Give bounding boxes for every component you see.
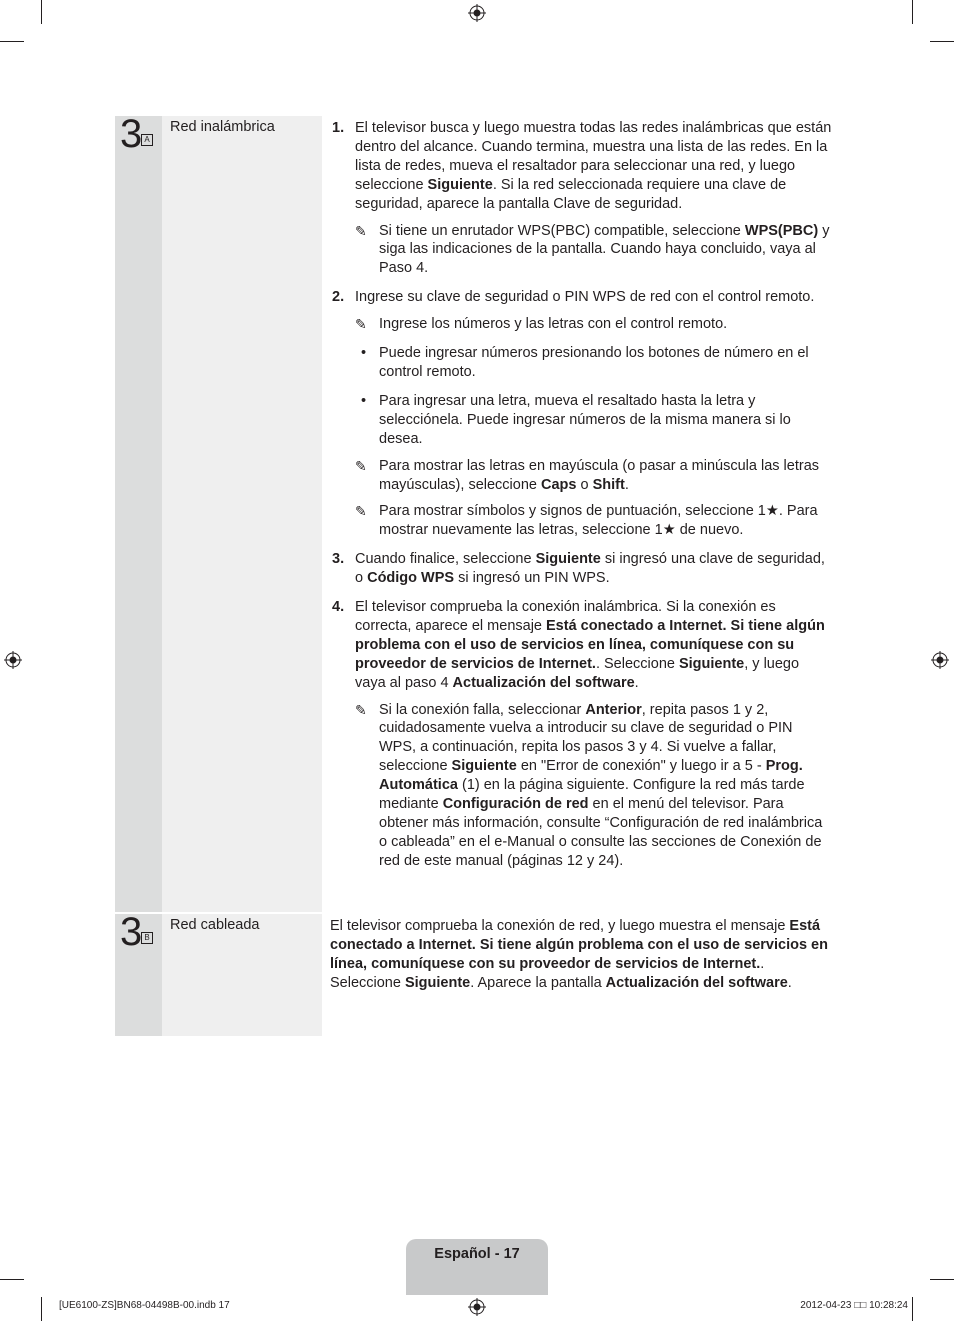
item-text: El televisor busca y luego muestra todas las redes inalámbricas que están dentro del alcance. Cuando termina, muestra una lista de las redes. En la lista de redes, mueva el resaltador para seleccionar una red, y luego seleccione bbox=[355, 120, 832, 193]
item-number: 3. bbox=[332, 551, 345, 568]
registration-mark-icon bbox=[468, 1298, 486, 1316]
desc-text: . Aparece la pantalla bbox=[470, 974, 606, 991]
crop-mark bbox=[0, 1279, 24, 1280]
note-bold: WPS(PBC) bbox=[744, 222, 819, 239]
bullet-item bbox=[330, 392, 833, 449]
crop-mark bbox=[930, 1279, 954, 1280]
pencil-note-icon: ✎ bbox=[355, 316, 367, 333]
pencil-note-icon: ✎ bbox=[355, 503, 367, 520]
note-text: o bbox=[576, 476, 593, 493]
item-bold: Siguiente bbox=[678, 655, 745, 672]
list-item bbox=[330, 288, 833, 334]
step-number-cell bbox=[115, 910, 162, 1036]
desc-bold: Está conectado a Internet. Si tiene algún problema con el uso de servicios en línea, comuníquese con su proveedor de servicios de Internet. bbox=[330, 918, 828, 972]
item-bold: Actualización del software bbox=[452, 674, 635, 691]
note bbox=[355, 457, 833, 495]
steps-table bbox=[115, 112, 833, 1036]
note bbox=[355, 222, 833, 279]
item-text: Ingrese su clave de seguridad o PIN WPS de red con el control remoto. bbox=[355, 289, 815, 306]
star-icon: ★ bbox=[765, 503, 779, 520]
desc-bold: Actualización del software bbox=[605, 974, 788, 991]
item-number: 4. bbox=[332, 599, 345, 616]
step-number: 3 bbox=[120, 910, 142, 954]
list-item bbox=[330, 457, 833, 541]
step-label-text: Red inalámbrica bbox=[170, 119, 275, 135]
file-slug: [UE6100-ZS]BN68-04498B-00.indb 17 bbox=[59, 1300, 230, 1311]
crop-mark bbox=[41, 1297, 42, 1321]
step-description bbox=[322, 914, 833, 1036]
bullet-icon: • bbox=[361, 392, 367, 409]
pencil-note-icon: ✎ bbox=[355, 457, 367, 474]
bullet-icon: • bbox=[361, 345, 367, 362]
crop-mark bbox=[912, 0, 913, 24]
list-item bbox=[330, 550, 833, 588]
item-bold: Siguiente bbox=[427, 176, 493, 193]
crop-mark bbox=[912, 1297, 913, 1321]
step-label-text: Red cableada bbox=[170, 917, 260, 933]
item-text: , y luego vaya al paso 4 bbox=[355, 655, 800, 691]
registration-mark-icon bbox=[468, 4, 486, 22]
crop-mark bbox=[41, 0, 42, 24]
note-bold: Anterior bbox=[585, 701, 642, 718]
star-icon: ★ bbox=[662, 522, 676, 539]
note-text: y siga las indicaciones de la pantalla. Cuando haya concluido, vaya al Paso 4. bbox=[379, 222, 830, 277]
note-text: Para mostrar símbolos y signos de puntuación, seleccione 1 bbox=[379, 503, 766, 520]
desc-text: . bbox=[787, 974, 792, 991]
note-text: (1) en la página siguiente. Configure la red más tarde mediante bbox=[379, 777, 805, 813]
print-timestamp: 2012-04-23 □□ 10:28:24 bbox=[800, 1300, 908, 1311]
item-text: . Si la red seleccionada requiere una clave de seguridad, aparece la pantalla Clave de seguridad. bbox=[355, 176, 787, 212]
registration-mark-icon bbox=[931, 651, 949, 669]
item-text: . bbox=[634, 674, 639, 691]
step-label bbox=[162, 116, 322, 912]
page-number-tab bbox=[406, 1239, 548, 1295]
note-text: Si la conexión falla, seleccionar bbox=[379, 701, 586, 718]
item-text: si ingresó un PIN WPS. bbox=[454, 570, 610, 587]
note-bold: Configuración de red bbox=[442, 796, 589, 813]
note-bold: Siguiente bbox=[451, 758, 517, 775]
step-row-wireless bbox=[115, 112, 833, 912]
step-description bbox=[322, 116, 833, 912]
item-text: El televisor comprueba la conexión inalámbrica. Si la conexión es correcta, aparece el mensaje bbox=[355, 599, 776, 634]
note-text: . bbox=[624, 476, 629, 493]
step-sub-letter: B bbox=[141, 932, 153, 944]
item-bold: Código WPS bbox=[367, 570, 455, 587]
step-sub-letter: A bbox=[141, 134, 153, 146]
item-text: Cuando finalice, seleccione bbox=[355, 551, 536, 568]
note-bold: Prog. Automática bbox=[379, 758, 803, 794]
list-item bbox=[330, 119, 833, 278]
registration-mark-icon bbox=[4, 651, 22, 669]
note-text: . Para mostrar nuevamente las letras, seleccione 1 bbox=[379, 503, 818, 539]
item-bold: Siguiente bbox=[535, 551, 601, 568]
note-text: de nuevo. bbox=[675, 522, 744, 539]
note-text: en el menú del televisor. Para obtener más información, consulte “Configuración de red inalámbrica o cableada” en el e-Manual o consulte las secciones de Conexión de red de este manual (páginas 12 y 24). bbox=[379, 796, 823, 869]
crop-mark bbox=[0, 41, 24, 42]
note-bold: Caps bbox=[541, 476, 577, 493]
bullet-item bbox=[330, 344, 833, 382]
note bbox=[355, 315, 833, 334]
note-text: en "Error de conexión" y luego ir a 5 - bbox=[516, 758, 766, 775]
desc-bold: Siguiente bbox=[404, 974, 471, 991]
note bbox=[355, 502, 833, 540]
page-number: Español - 17 bbox=[434, 1246, 520, 1262]
item-number: 1. bbox=[332, 120, 345, 136]
note-text: , repita pasos 1 y 2, cuidadosamente vuelva a introducir su clave de seguridad o PIN WPS, a continuación, repita los pasos 3 y 4. Si vuelve a fallar, seleccione bbox=[379, 701, 793, 775]
step-number-cell bbox=[115, 112, 162, 912]
pencil-note-icon: ✎ bbox=[355, 701, 367, 718]
step-row-wired bbox=[115, 910, 833, 1036]
note bbox=[355, 701, 833, 871]
pencil-note-icon: ✎ bbox=[355, 222, 367, 239]
list-item bbox=[330, 598, 833, 871]
note-text: Para mostrar las letras en mayúscula (o pasar a minúscula las letras mayúsculas), seleccione bbox=[379, 457, 820, 493]
item-number: 2. bbox=[332, 289, 345, 306]
note-text: Si tiene un enrutador WPS(PBC) compatible, seleccione bbox=[379, 222, 745, 239]
desc-text: . Seleccione bbox=[330, 955, 765, 991]
note-bold: Shift bbox=[592, 476, 625, 493]
note-text: Ingrese los números y las letras con el control remoto. bbox=[379, 316, 728, 333]
crop-mark bbox=[930, 41, 954, 42]
item-text: si ingresó una clave de seguridad, o bbox=[355, 551, 825, 587]
step-number: 3 bbox=[120, 112, 142, 156]
step-label bbox=[162, 914, 322, 1036]
bullet-text: Puede ingresar números presionando los botones de número en el control remoto. bbox=[379, 345, 809, 380]
item-bold: Está conectado a Internet. Si tiene algún problema con el uso de servicios en línea, comuníquese con su proveedor de servicios de Internet. bbox=[355, 617, 825, 672]
bullet-text: Para ingresar una letra, mueva el resaltado hasta la letra y selecciónela. Puede ingresar números de la misma manera si lo desea. bbox=[379, 392, 791, 447]
item-text: . Seleccione bbox=[595, 655, 679, 672]
desc-text: El televisor comprueba la conexión de red, y luego muestra el mensaje bbox=[330, 918, 790, 934]
